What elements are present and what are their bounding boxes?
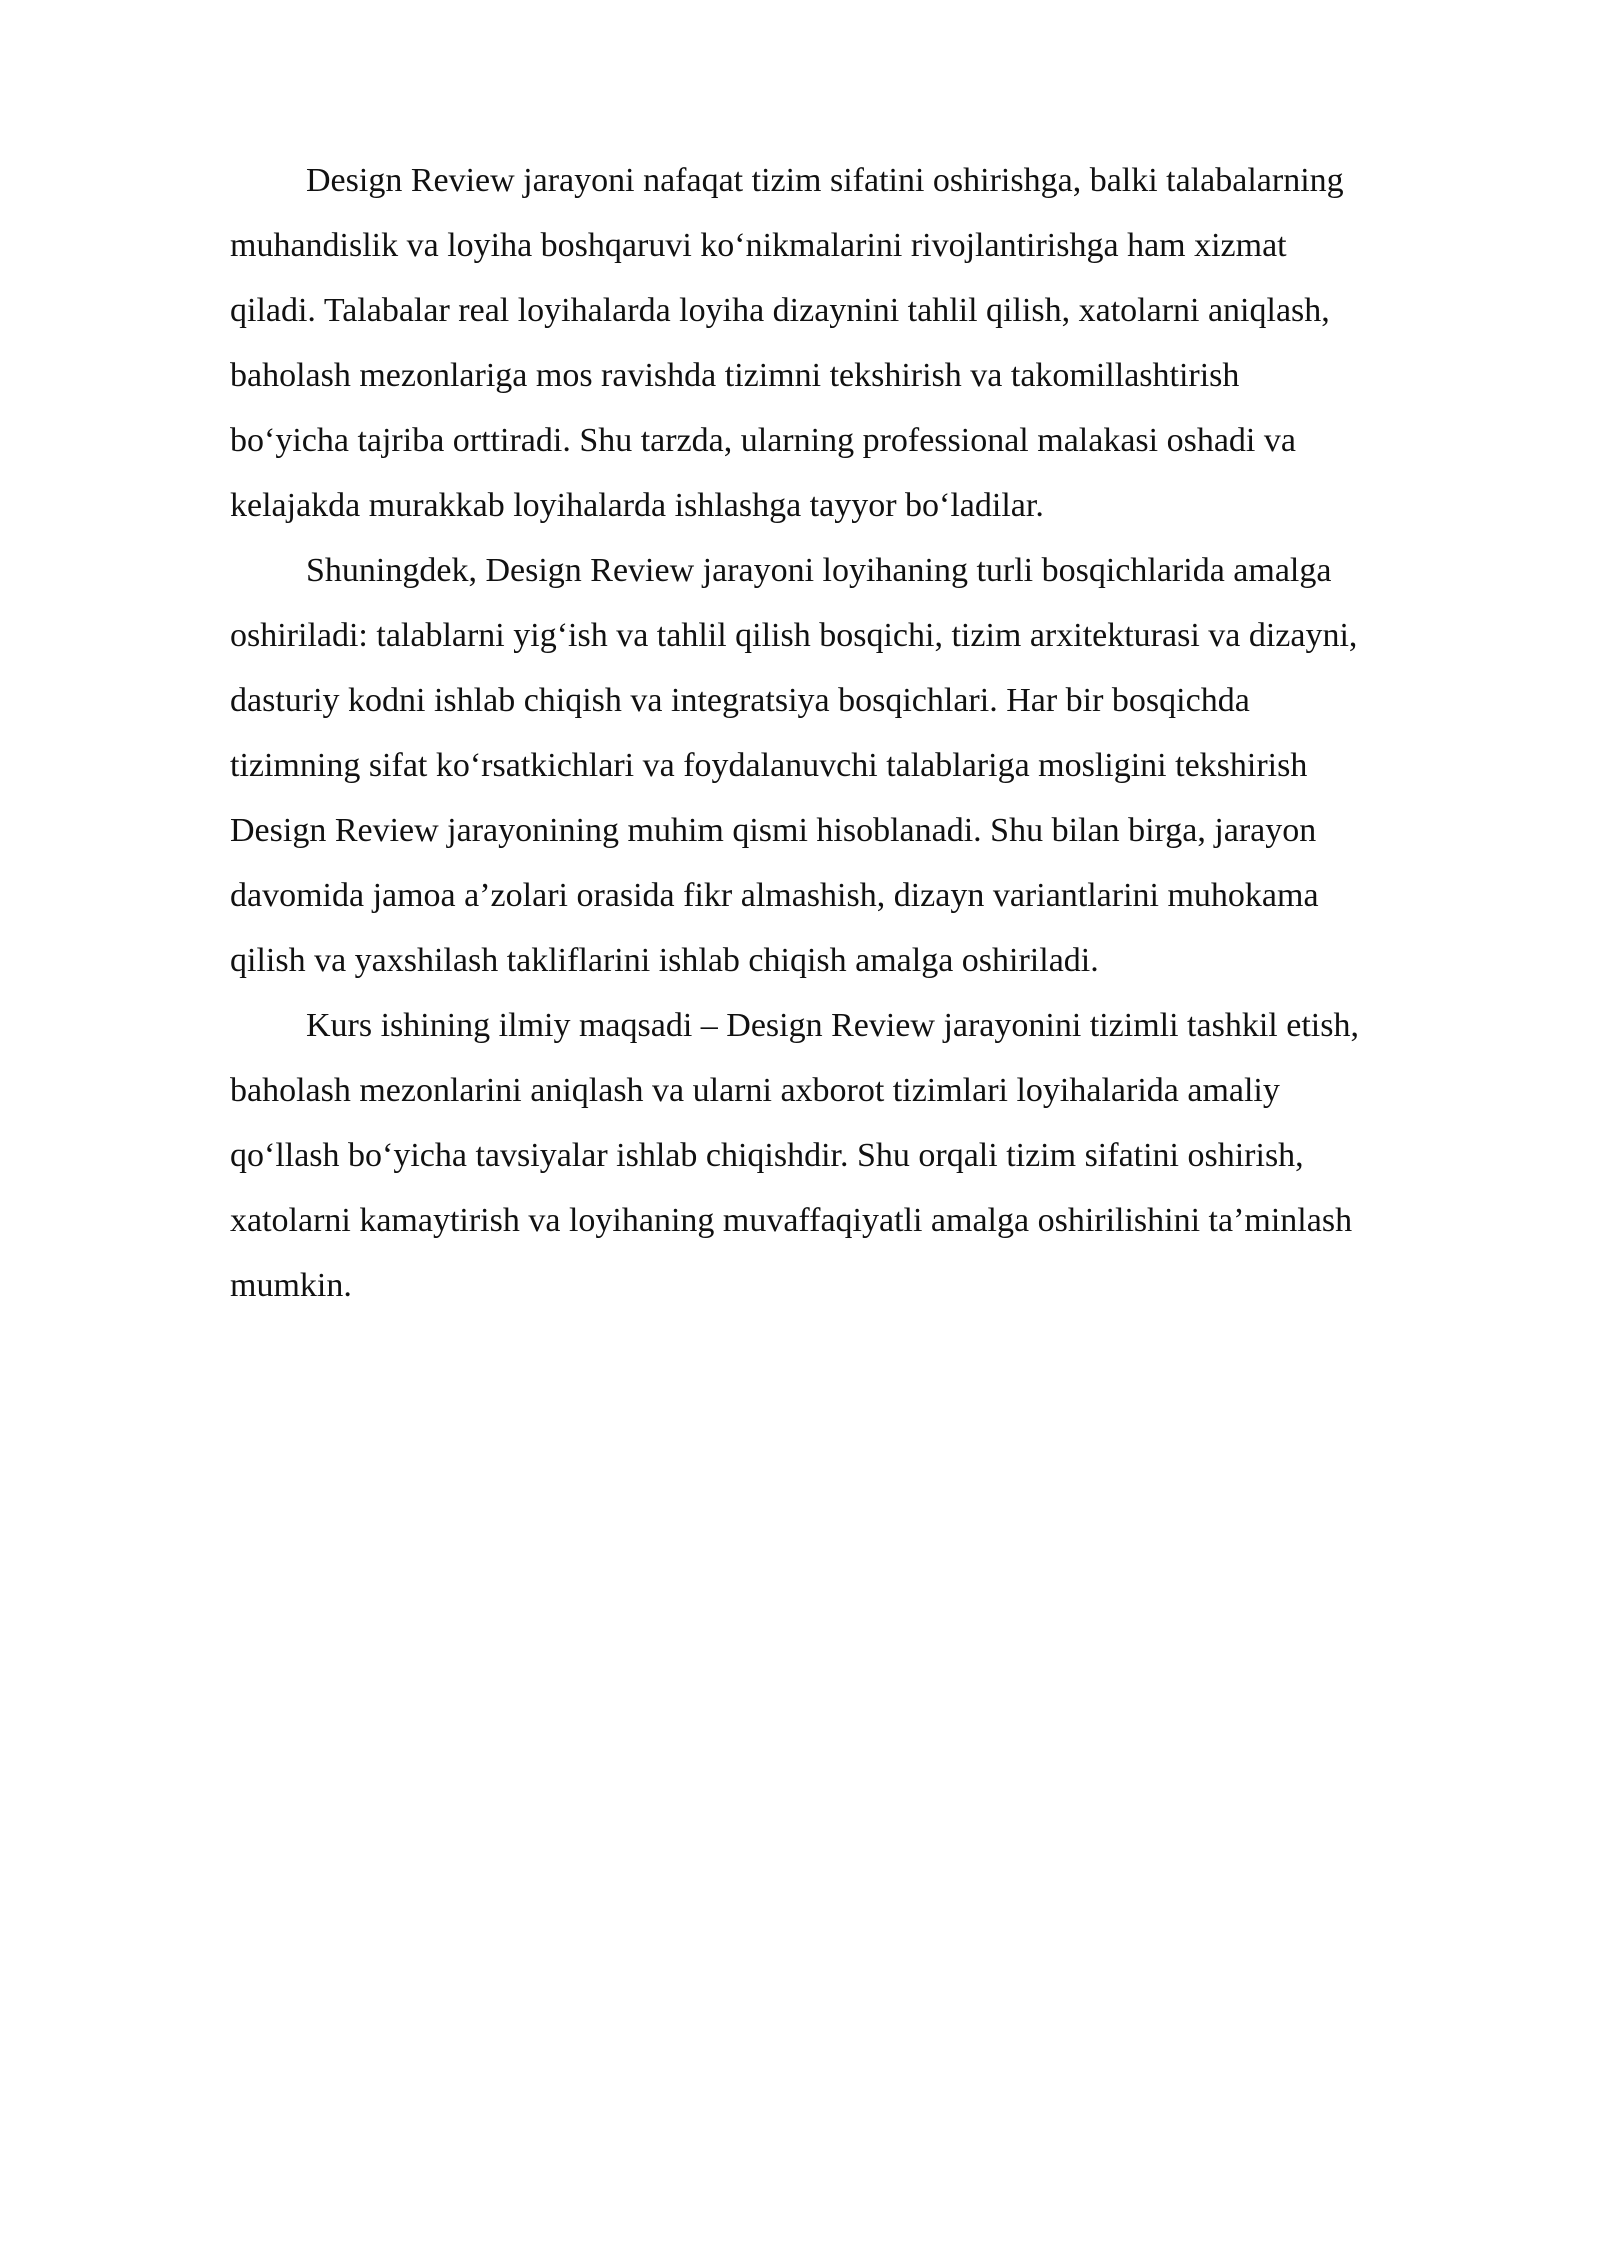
paragraph-line: baholash mezonlariga mos ravishda tizimni tekshirish va takomillashtirish [230,357,1240,394]
paragraph-line: Shuningdek, Design Review jarayoni loyihaning turli bosqichlarida amalga [306,552,1332,589]
paragraph-line: xatolarni kamaytirish va loyihaning muvaffaqiyatli amalga oshirilishini ta’minlash [230,1202,1353,1239]
paragraph-line: muhandislik va loyiha boshqaruvi koʻnikmalarini rivojlantirishga ham xizmat [230,227,1287,264]
paragraph-line: qoʻllash boʻyicha tavsiyalar ishlab chiqishdir. Shu orqali tizim sifatini oshirish, [230,1137,1304,1174]
paragraph-line: Kurs ishining ilmiy maqsadi – Design Review jarayonini tizimli tashkil etish, [306,1007,1359,1044]
paragraph-1 [230,148,1490,538]
paragraph-line: mumkin. [230,1267,352,1304]
paragraph-line: qiladi. Talabalar real loyihalarda loyiha dizaynini tahlil qilish, xatolarni aniqlash, [230,292,1330,329]
paragraph-line: oshiriladi: talablarni yigʻish va tahlil qilish bosqichi, tizim arxitekturasi va dizayni, [230,617,1358,654]
paragraph-line: Design Review jarayoni nafaqat tizim sifatini oshirishga, balki talabalarning [306,162,1344,199]
paragraph-line: Design Review jarayonining muhim qismi hisoblanadi. Shu bilan birga, jarayon [230,812,1317,849]
paragraph-line: boʻyicha tajriba orttiradi. Shu tarzda, ularning professional malakasi oshadi va [230,422,1296,459]
paragraph-line: davomida jamoa a’zolari orasida fikr almashish, dizayn variantlarini muhokama [230,877,1319,914]
paragraph-line: baholash mezonlarini aniqlash va ularni axborot tizimlari loyihalarida amaliy [230,1072,1280,1109]
paragraph-2 [230,538,1490,993]
document-body [230,148,1490,1318]
paragraph-3 [230,993,1490,1318]
paragraph-line: qilish va yaxshilash takliflarini ishlab chiqish amalga oshiriladi. [230,942,1099,979]
paragraph-line: kelajakda murakkab loyihalarda ishlashga tayyor boʻladilar. [230,487,1044,524]
paragraph-line: dasturiy kodni ishlab chiqish va integratsiya bosqichlari. Har bir bosqichda [230,682,1250,719]
paragraph-line: tizimning sifat koʻrsatkichlari va foydalanuvchi talablariga mosligini tekshirish [230,747,1308,784]
